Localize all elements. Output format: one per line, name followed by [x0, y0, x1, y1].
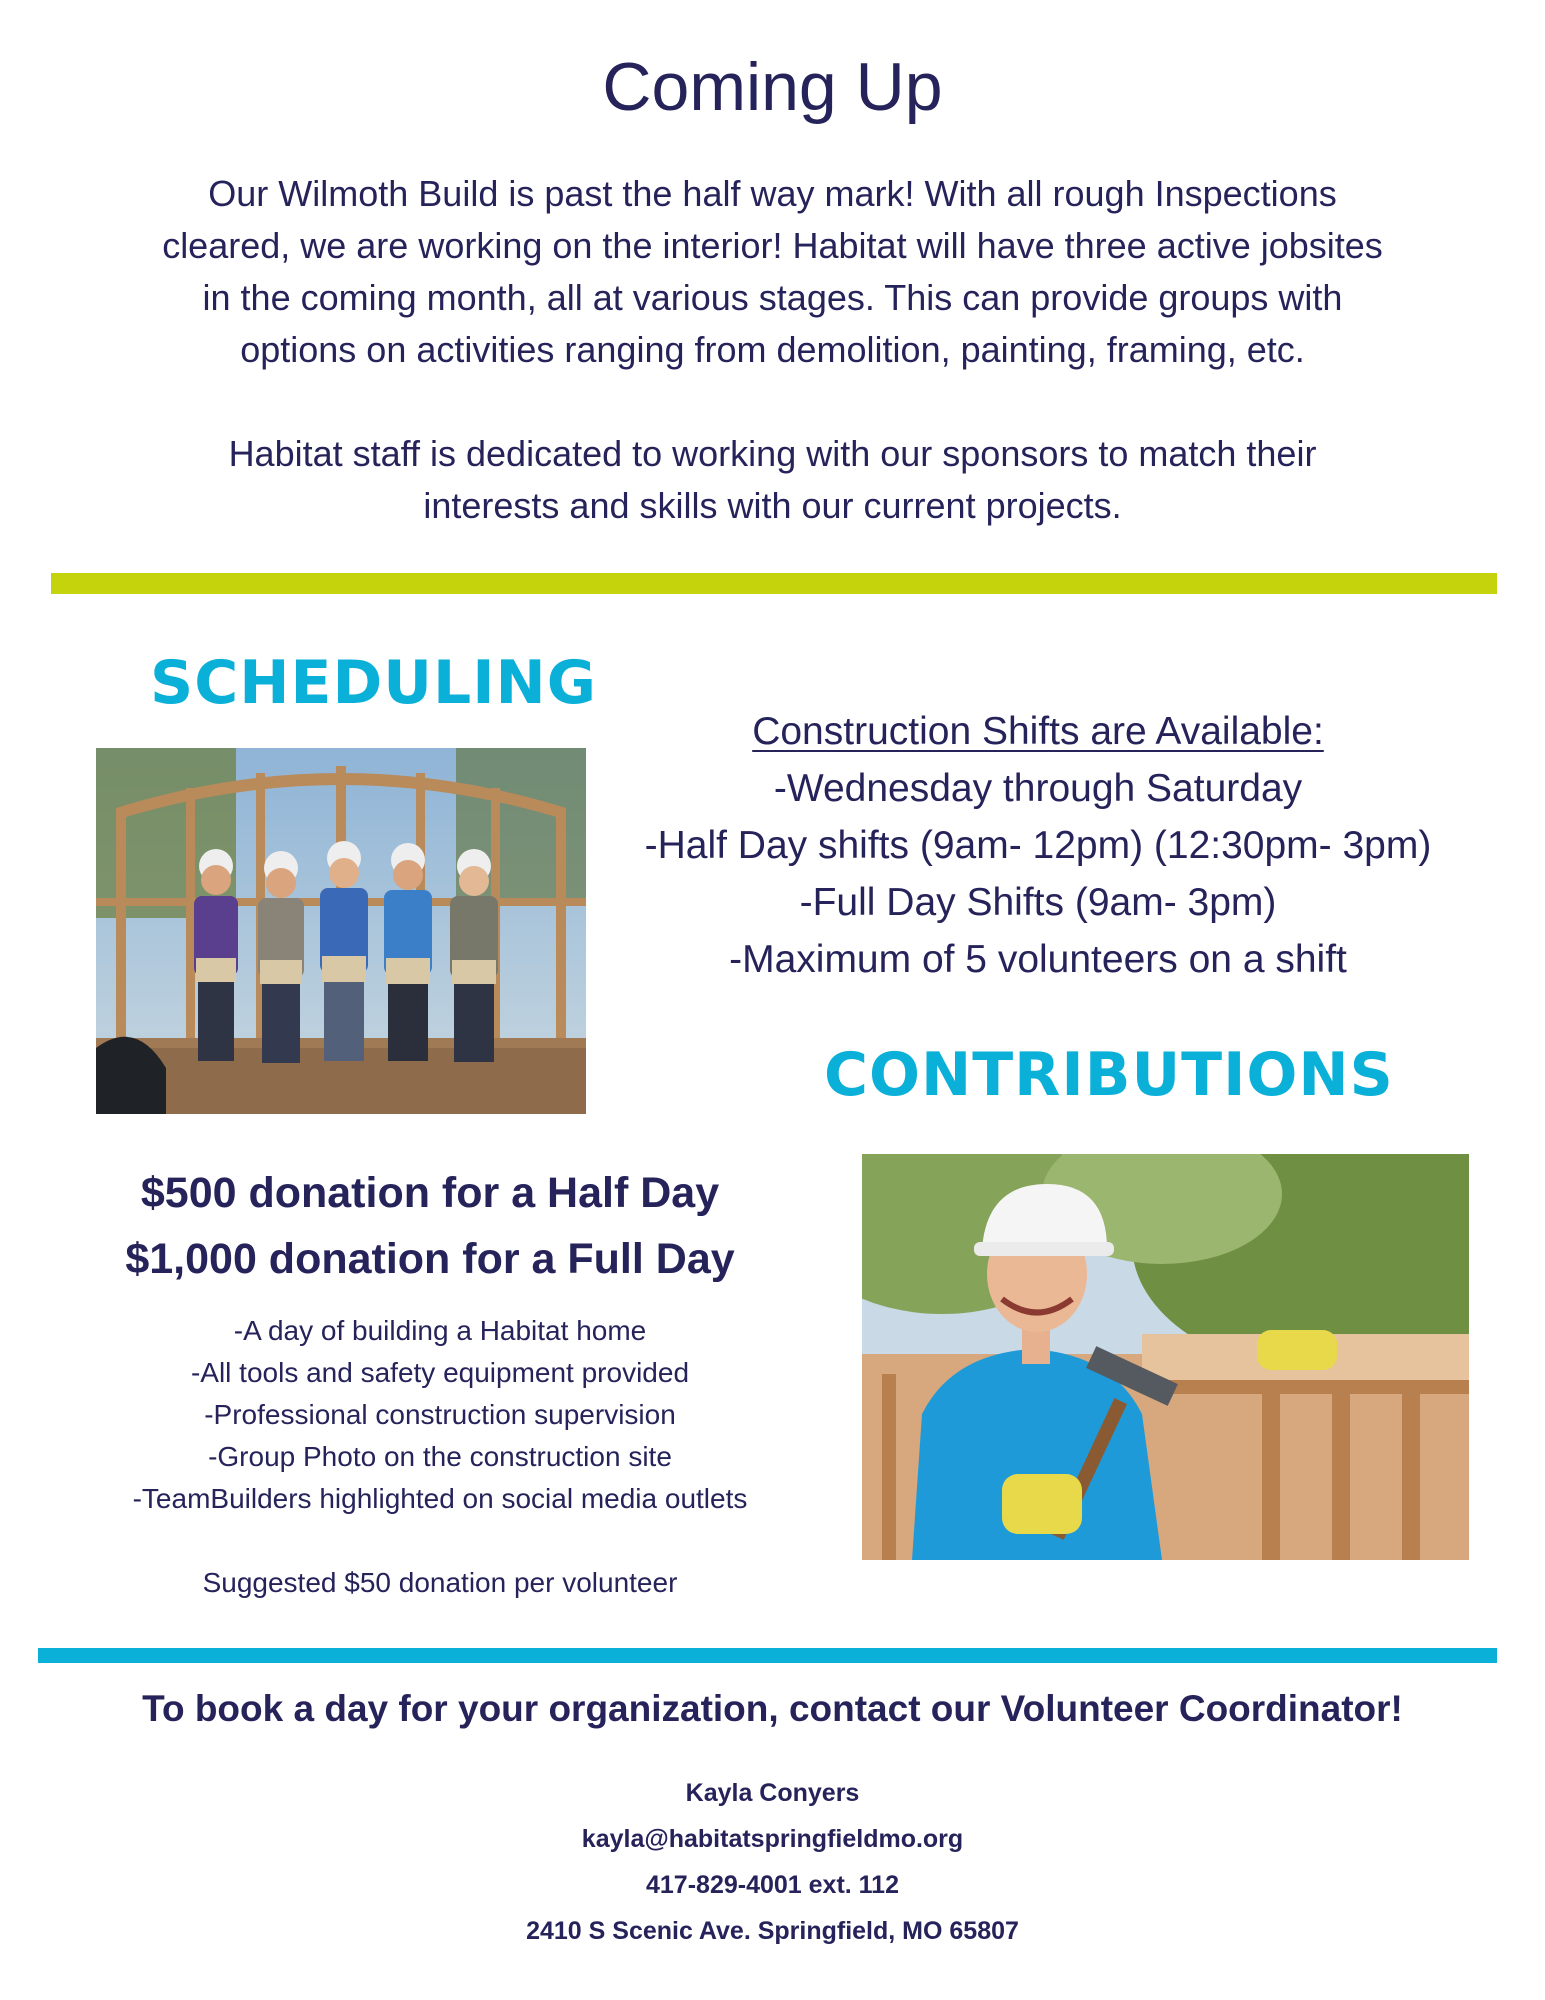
benefit-item: -TeamBuilders highlighted on social media outlets: [132, 1483, 748, 1514]
benefit-item: -Professional construction supervision: [204, 1399, 676, 1430]
staff-paragraph: [40, 428, 1505, 532]
intro-line: cleared, we are working on the interior! Habitat will have three active jobsites: [162, 225, 1383, 266]
donation-options: [40, 1160, 820, 1292]
shifts-heading: Construction Shifts are Available:: [752, 710, 1324, 753]
scheduling-heading: SCHEDULING: [150, 648, 597, 718]
blue-divider: [38, 1648, 1497, 1663]
intro-paragraph: [40, 168, 1505, 376]
volunteer-group-photo: [96, 748, 586, 1114]
shifts-list: [598, 703, 1478, 988]
suggested-donation: Suggested $50 donation per volunteer: [202, 1567, 678, 1598]
shift-item: -Half Day shifts (9am- 12pm) (12:30pm- 3pm): [644, 824, 1432, 867]
intro-line: options on activities ranging from demolition, painting, framing, etc.: [240, 329, 1305, 370]
contact-block: [0, 1770, 1545, 1954]
intro-line: Our Wilmoth Build is past the half way mark! With all rough Inspections: [208, 173, 1337, 214]
intro-line: in the coming month, all at various stages. This can provide groups with: [202, 277, 1343, 318]
benefit-item: -All tools and safety equipment provided: [190, 1357, 690, 1388]
shift-item: -Wednesday through Saturday: [773, 767, 1303, 810]
staff-line: Habitat staff is dedicated to working with our sponsors to match their: [228, 433, 1317, 474]
donation-half-day: $500 donation for a Half Day: [140, 1169, 720, 1217]
shift-item: -Maximum of 5 volunteers on a shift: [729, 938, 1347, 981]
contributions-heading: CONTRIBUTIONS: [824, 1040, 1394, 1110]
shift-item: -Full Day Shifts (9am- 3pm): [799, 881, 1277, 924]
call-to-action: To book a day for your organization, contact our Volunteer Coordinator!: [142, 1688, 1403, 1729]
page-title: Coming Up: [602, 49, 943, 125]
contact-phone[interactable]: 417-829-4001 ext. 112: [646, 1871, 899, 1899]
green-divider: [51, 573, 1497, 594]
staff-line: interests and skills with our current projects.: [423, 485, 1122, 526]
benefit-item: -A day of building a Habitat home: [233, 1315, 647, 1346]
benefit-item: -Group Photo on the construction site: [208, 1441, 672, 1472]
donation-full-day: $1,000 donation for a Full Day: [125, 1235, 735, 1283]
contact-email[interactable]: kayla@habitatspringfieldmo.org: [581, 1825, 964, 1853]
contact-name: Kayla Conyers: [685, 1779, 860, 1807]
volunteer-hammer-photo: [862, 1154, 1469, 1560]
benefits-list: [40, 1310, 840, 1520]
contact-address: 2410 S Scenic Ave. Springfield, MO 65807: [526, 1917, 1019, 1945]
